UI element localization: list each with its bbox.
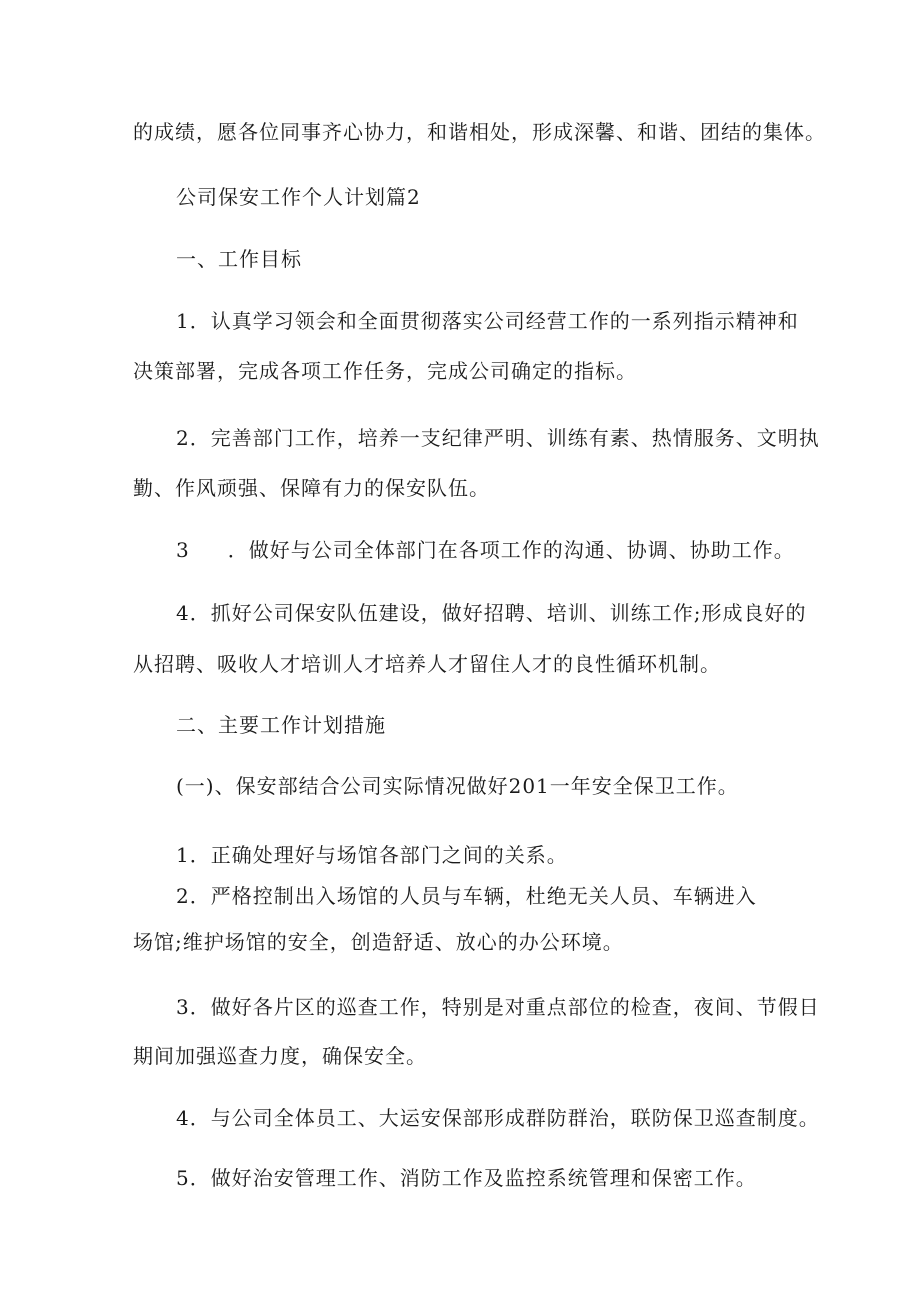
goal-item-3 (176, 538, 795, 562)
measure-item-3-line-1: 3．做好各片区的巡查工作，特别是对重点部位的检查，夜间、节假日 (176, 995, 820, 1019)
measure-item-2-line-2: 场馆;维护场馆的安全，创造舒适、放心的办公环境。 (133, 930, 624, 954)
measure-item-3-line-2: 期间加强巡查力度，确保安全。 (133, 1044, 427, 1068)
goal-item-1-line-2: 决策部署，完成各项工作任务，完成公司确定的指标。 (133, 359, 637, 383)
measure-item-1: 1．正确处理好与场馆各部门之间的关系。 (176, 843, 568, 867)
part-one-heading: 一、工作目标 (176, 247, 302, 271)
section-title: 公司保安工作个人计划篇2 (176, 185, 421, 209)
measure-item-2-line-1: 2．严格控制出入场馆的人员与车辆，杜绝无关人员、车辆进入 (176, 884, 757, 908)
goal-item-2-line-1: 2．完善部门工作，培养一支纪律严明、训练有素、热情服务、文明执 (176, 426, 820, 450)
goal-item-2-line-2: 勤、作风顽强、保障有力的保安队伍。 (133, 476, 490, 500)
goal-item-3-number: 3 (176, 538, 190, 562)
goal-item-3-text: ．做好与公司全体部门在各项工作的沟通、协调、协助工作。 (227, 538, 795, 562)
part-two-subheading: (一)、保安部结合公司实际情况做好201一年安全保卫工作。 (176, 774, 739, 798)
part-two-heading: 二、主要工作计划措施 (176, 713, 386, 737)
measure-item-5: 5．做好治安管理工作、消防工作及监控系统管理和保密工作。 (176, 1166, 757, 1190)
goal-item-4-line-1: 4．抓好公司保安队伍建设，做好招聘、培训、训练工作;形成良好的 (176, 601, 807, 625)
measure-item-4: 4．与公司全体员工、大运安保部形成群防群治，联防保卫巡查制度。 (176, 1106, 820, 1130)
goal-item-1-line-1: 1．认真学习领会和全面贯彻落实公司经营工作的一系列指示精神和 (176, 309, 799, 333)
continuation-paragraph-line: 的成绩，愿各位同事齐心协力，和谐相处，形成深馨、和谐、团结的集体。 (133, 120, 826, 144)
goal-item-4-line-2: 从招聘、吸收人才培训人才培养人才留住人才的良性循环机制。 (133, 652, 721, 676)
